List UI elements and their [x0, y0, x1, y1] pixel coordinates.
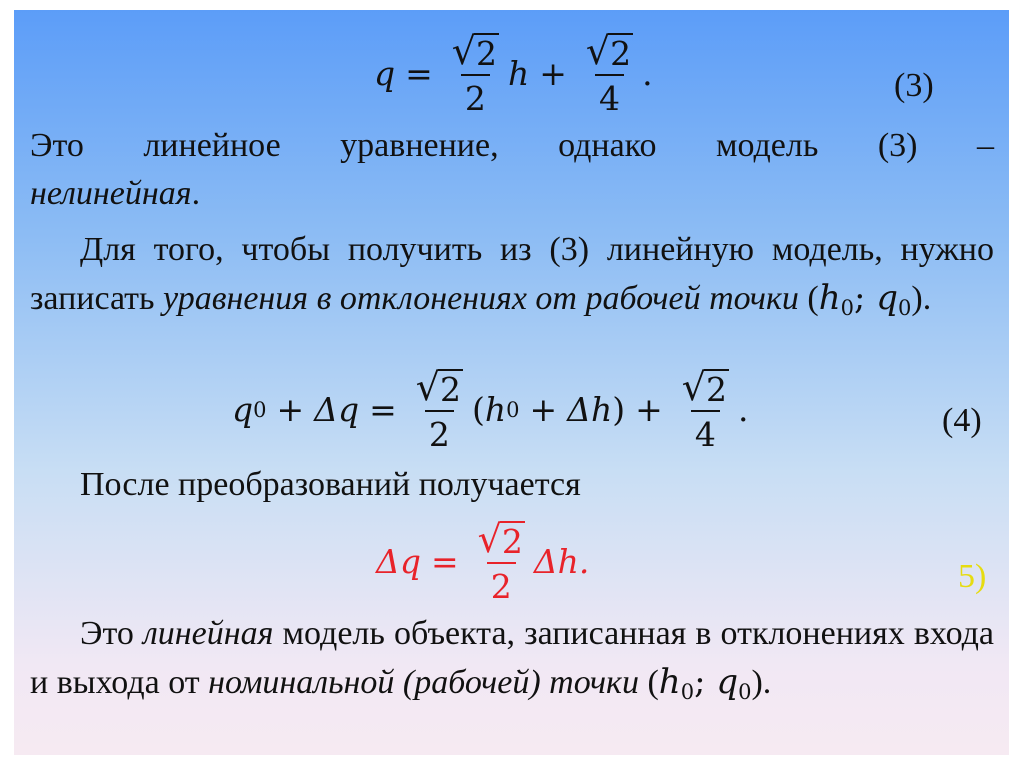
equation-5-number: 5) [958, 558, 987, 595]
equation-4: q 0 + Δq = √ 2 2 ( h 0 + Δh ) + √ 2 4 . [232, 365, 749, 454]
eq3-fraction-2: √ 2 4 [585, 29, 632, 118]
paragraph-2: Для того, чтобы получить из (3) линейную модель, нужно записать уравнения в отклонениях от рабочей точки ($h_0$; $q_0$). [30, 231, 994, 320]
paragraph-3: После преобразований получается [80, 466, 581, 503]
sqrt-symbol: √ 2 [415, 365, 461, 409]
eq3-h: h [508, 54, 530, 93]
paragraph-4: Это линейная модель объекта, записанная в отклонениях входа и выхода от номинальной (рабочей) точки ($h_0$; $q_0$). [30, 615, 995, 704]
eq4-fraction-1: √ 2 2 [415, 365, 461, 454]
paragraph-1-line-2: нелинейная. [30, 175, 201, 212]
sqrt-symbol: √ 2 [451, 29, 497, 73]
operating-point: $h_0$; $q_0$ [658, 662, 752, 704]
sqrt-symbol: √ 2 [681, 365, 728, 409]
eq5-fraction: √ 2 2 [477, 517, 523, 606]
sqrt-symbol: √ 2 [477, 517, 523, 561]
sqrt-symbol: √ 2 [585, 29, 632, 73]
eq3-plus: + [539, 54, 567, 93]
equation-4-number: (4) [942, 402, 982, 439]
eq3-fraction-1: √ 2 2 [451, 29, 497, 118]
paragraph-1-line-1: Это линейное уравнение, однако модель (3) – [30, 127, 994, 164]
paragraph-1 [30, 122, 994, 218]
eq3-dot: . [642, 54, 653, 93]
equation-5: Δq = √ 2 2 Δh. [376, 517, 590, 606]
eq3-q: q [374, 54, 396, 93]
slide [14, 10, 1009, 755]
equation-3 [374, 29, 653, 118]
eq3-equals: = [405, 54, 433, 93]
eq4-fraction-2: √ 2 4 [681, 365, 728, 454]
operating-point: $h_0$; $q_0$ [818, 278, 912, 320]
equation-3-number: (3) [894, 67, 934, 104]
